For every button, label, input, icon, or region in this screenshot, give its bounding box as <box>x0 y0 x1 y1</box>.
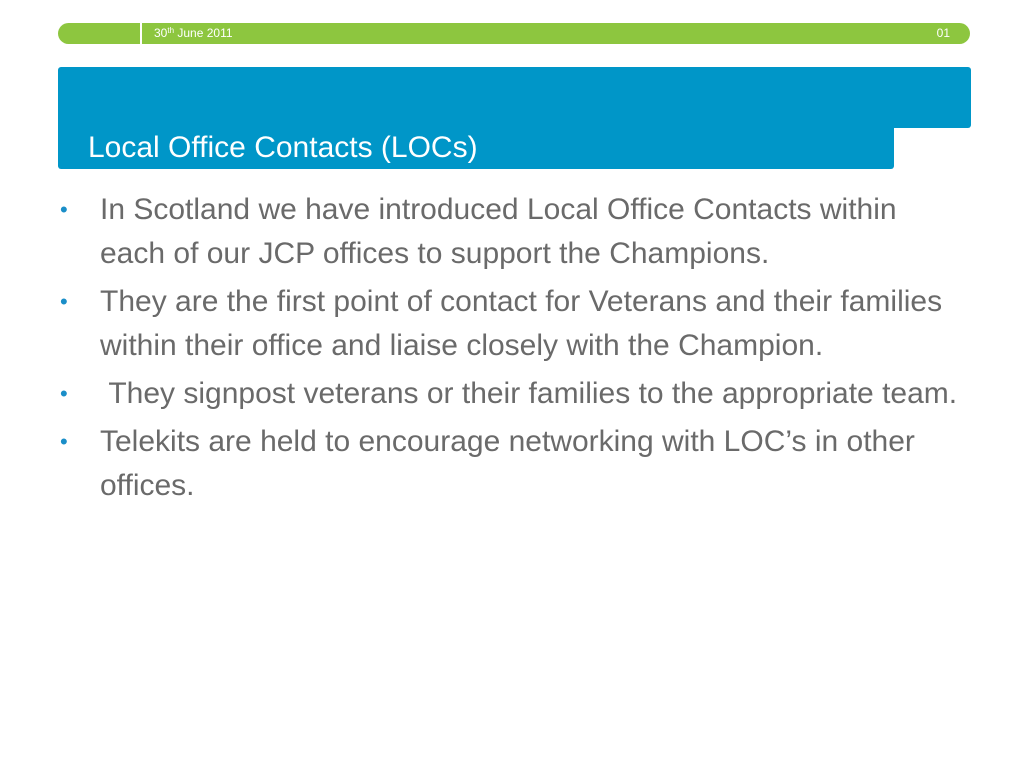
bullet-icon: • <box>60 289 68 314</box>
list-item <box>60 280 960 368</box>
bullet-text: They signpost veterans or their families to the appropriate team. <box>100 377 958 410</box>
date-suffix: th <box>167 26 175 35</box>
bullet-icon: • <box>60 381 68 406</box>
bullet-icon: • <box>60 197 68 222</box>
list-item <box>60 372 960 416</box>
bullet-icon: • <box>60 429 68 454</box>
bullet-text: In Scotland we have introduced Local Office Contacts within each of our JCP offices to support the Champions. <box>100 193 897 270</box>
header-divider <box>140 23 142 44</box>
page-title: Local Office Contacts (LOCs) <box>88 131 478 164</box>
bullet-text: They are the first point of contact for Veterans and their families within their office and liaise closely with the Champion. <box>100 285 943 362</box>
title-banner <box>58 67 971 128</box>
date-day: 30 <box>154 26 168 40</box>
header-bar <box>58 23 970 44</box>
list-item <box>60 188 960 276</box>
slide-date <box>154 27 233 40</box>
page-number: 01 <box>936 26 950 40</box>
date-rest: June 2011 <box>174 26 233 40</box>
bullet-text: Telekits are held to encourage networking with LOC’s in other offices. <box>100 425 915 502</box>
bullet-list <box>60 188 960 512</box>
list-item <box>60 420 960 508</box>
